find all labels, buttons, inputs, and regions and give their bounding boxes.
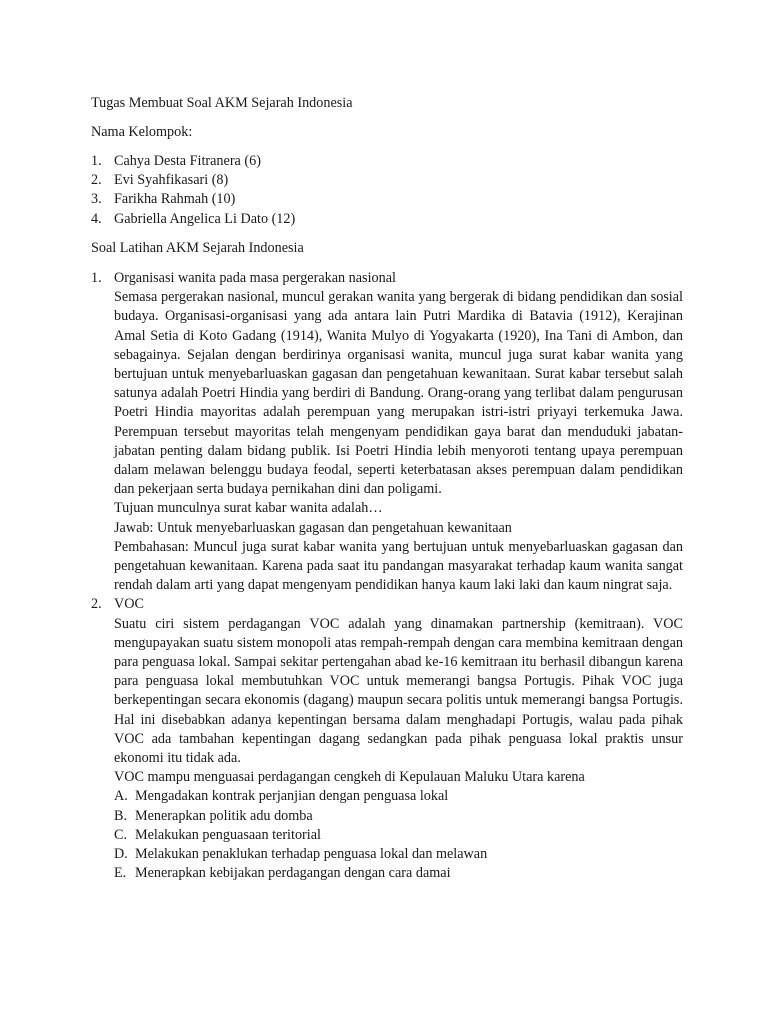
option-text: Mengadakan kontrak perjanjian dengan penguasa lokal [135,788,449,805]
question-list [91,269,683,884]
option-letter: B. [114,807,128,824]
option-text: Melakukan penguasaan teritorial [135,826,321,843]
option-letter: D. [114,846,128,863]
question-prompt: VOC mampu menguasai perdagangan cengkeh di Kepulauan Maluku Utara karena [114,769,585,786]
member-number: 4. [91,210,102,227]
document-title: Tugas Membuat Soal AKM Sejarah Indonesia [91,95,353,111]
question-prompt: Tujuan munculnya surat kabar wanita adalah… [114,500,383,517]
member-item [91,210,683,229]
question-passage: Suatu ciri sistem perdagangan VOC adalah yang dinamakan partnership (kemitraan). VOC mengupayakan suatu sistem monopoli atas rempah-rempah dengan cara membina kemitraan dengan para penguasa lokal. Sampai sekitar pertengahan abad ke-16 kemitraan itu berhasil dibangun karena para penguasa lokal membutuhkan VOC untuk memerangi bangsa Portugis. Pihak VOC juga berkepentingan secara ekonomis (dagang) maupun secara politis untuk memerangi bangsa Portugis. Hal ini disebabkan adanya kepentingan bersama dalam menghadapi Portugis, walau pada pihak VOC ada tambahan kepentingan dagang sedangkan pada pihak penguasa lokal praktis unsur ekonomi itu tidak ada. [114,615,683,767]
option-c [114,826,683,845]
option-text: Melakukan penaklukan terhadap penguasa lokal dan melawan [135,846,488,863]
option-text: Menerapkan kebijakan perdagangan dengan cara damai [135,865,451,882]
option-e [114,864,683,883]
option-text: Menerapkan politik adu domba [135,807,313,824]
option-letter: A. [114,788,128,805]
question-number: 2. [91,596,102,613]
question-passage: Semasa pergerakan nasional, muncul gerakan wanita yang bergerak di bidang pendidikan dan sosial budaya. Organisasi-organisasi yang ada antara lain Putri Mardika di Batavia (1912), Kerajinan Amal Setia di Koto Gadang (1914), Wanita Mulyo di Yogyakarta (1920), Ina Tani di Ambon, dan sebagainya. Sejalan dengan berdirinya organisasi wanita, muncul juga surat kabar wanita yang bertujuan untuk menyebarluaskan gagasan dan pengetahuan kewanitaan. Surat kabar tersebut salah satunya adalah Poetri Hindia yang berdiri di Bandung. Orang-orang yang terlibat dalam pengurusan Poetri Hindia mayoritas adalah perempuan yang merupakan istri-istri priyayi terkemuka Jawa. Perempuan tersebut mayoritas telah mengenyam pendidikan gaya barat dan menduduki jabatan-jabatan penting dalam bidang publik. Isi Poetri Hindia lebih menyoroti tentang upaya perempuan dalam melawan belenggu budaya feodal, seperti keterbatasan akses perempuan dalam pendidikan dan pekerjaan serta budaya pernikahan dini dan poligami. [114,289,683,498]
section-title: Soal Latihan AKM Sejarah Indonesia [91,240,304,256]
member-number: 3. [91,191,102,208]
question-item [91,595,683,883]
member-item [91,152,683,171]
member-list [91,152,683,229]
member-name: Evi Syahfikasari (8) [114,172,229,189]
option-b [114,807,683,826]
question-number: 1. [91,270,102,286]
option-letter: E. [114,865,127,882]
option-a [114,787,683,806]
question-item [91,269,683,595]
option-list [114,787,683,883]
member-number: 1. [91,153,102,169]
member-name: Farikha Rahmah (10) [114,191,236,208]
option-letter: C. [114,826,128,843]
question-answer: Jawab: Untuk menyebarluaskan gagasan dan pengetahuan kewanitaan [114,519,512,536]
member-number: 2. [91,172,102,189]
question-explanation: Pembahasan: Muncul juga surat kabar wanita yang bertujuan untuk menyebarluaskan gagasan dan pengetahuan kewanitaan. Karena pada saat itu pandangan masyarakat terhadap kaum wanita sangat rendah dalam arti yang dapat mengenyam pendidikan hanya kaum laki laki dan kaum ningrat saja. [114,538,683,594]
group-label: Nama Kelompok: [91,124,193,140]
member-name: Cahya Desta Fitranera (6) [114,153,261,169]
member-name: Gabriella Angelica Li Dato (12) [114,210,296,227]
member-item [91,171,683,190]
question-heading: Organisasi wanita pada masa pergerakan nasional [114,270,396,286]
option-d [114,845,683,864]
member-item [91,190,683,209]
question-heading: VOC [114,596,144,613]
